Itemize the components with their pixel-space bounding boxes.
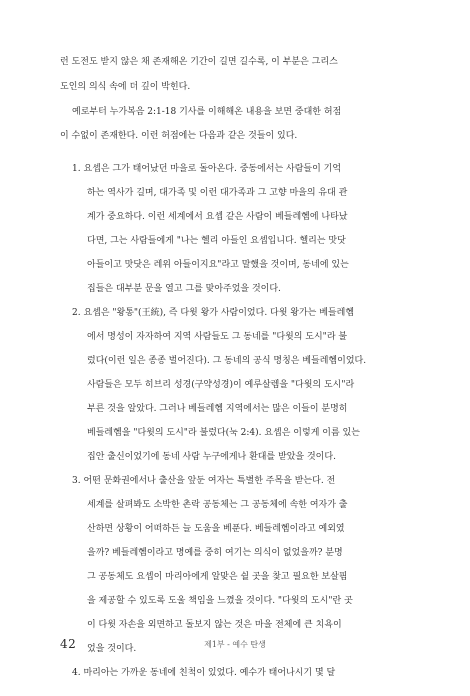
body-line: 이 수없이 존재한다. 이런 허점에는 다음과 같은 것들이 있다. <box>60 131 298 141</box>
page-number: 42 <box>60 637 77 651</box>
list-line: 베들레헴을 "다윗의 도시"라 불렀다(눅 2:4). 요셉은 이렇게 이름 있는 <box>87 428 360 438</box>
list-line: 3. 어떤 문화권에서나 출산을 앞둔 여자는 특별한 주목을 받는다. 전 <box>72 476 336 486</box>
list-line: 1. 요셉은 그가 태어났던 마을로 돌아온다. 중동에서는 사람들이 기억 <box>72 164 342 174</box>
list-line: 부른 것을 알았다. 그러나 베들레헴 지역에서는 많은 이들이 분명히 <box>87 404 348 414</box>
list-line: 그 공동체도 요셉이 마리아에게 알맞은 쉴 곳을 찾고 필요한 보살핌 <box>87 572 348 582</box>
list-line: 을 제공할 수 있도록 도울 책임을 느꼈을 것이다. "다윗의 도시"란 곳 <box>87 596 353 606</box>
body-line: 런 도전도 받지 않은 채 존재해온 기간이 길면 길수록, 이 부분은 그리스 <box>60 57 338 67</box>
list-line: 다면, 그는 사람들에게 "나는 헬리 아들인 요셉입니다. 헬리는 맛닷 <box>87 236 346 246</box>
list-line: 계가 중요하다. 이런 세계에서 요셉 같은 사람이 베들레헴에 나타났 <box>87 212 348 222</box>
list-line: 하는 역사가 길며, 대가족 및 이런 대가족과 그 고향 마을의 유대 관 <box>87 188 348 198</box>
list-line: 에서 명성이 자자하여 지역 사람들도 그 동네를 "다윗의 도시"라 불 <box>87 332 348 342</box>
list-line: 을까? 베들레헴이라고 명예를 중히 여기는 의식이 없었을까? 분명 <box>87 548 343 558</box>
running-title: 제1부 - 예수 탄생 <box>204 640 266 649</box>
list-line: 세계를 살펴봐도 소박한 촌락 공동체는 그 공동체에 속한 여자가 출 <box>87 500 348 510</box>
list-line: 집들은 대부분 문을 열고 그를 맞아주었을 것이다. <box>87 284 281 294</box>
list-line: 이 다윗 자손을 외면하고 돌보지 않는 것은 마을 전체에 큰 치욕이 <box>87 620 342 630</box>
body-line: 도인의 의식 속에 더 깊이 박힌다. <box>60 82 191 92</box>
list-line: 아들이고 맛닷은 레위 아들이지요"라고 말했을 것이며, 동네에 있는 <box>87 260 349 270</box>
list-line: 사람들은 모두 히브리 성경(구약성경)이 예루살렘을 "다윗의 도시"라 <box>87 380 355 390</box>
list-line: 4. 마리아는 가까운 동네에 친척이 있었다. 예수가 태어나시기 몇 달 <box>72 668 336 678</box>
list-line: 렀다(이런 일은 종종 벌어진다). 그 동네의 공식 명칭은 베들레헴이었다. <box>87 356 367 366</box>
list-line: 었을 것이다. <box>87 644 137 654</box>
list-line: 2. 요셉은 "왕통"(王統), 즉 다윗 왕가 사람이었다. 다윗 왕가는 베들레헴 <box>72 308 355 318</box>
body-line: 예로부터 누가복음 2:1-18 기사를 이해해온 내용을 보면 중대한 허점 <box>72 107 342 117</box>
list-line: 집안 출신이었기에 동네 사람 누구에게나 환대를 받았을 것이다. <box>87 452 336 462</box>
list-line: 산하면 상황이 어떠하든 늘 도움을 베푼다. 베들레헴이라고 예외였 <box>87 524 345 534</box>
